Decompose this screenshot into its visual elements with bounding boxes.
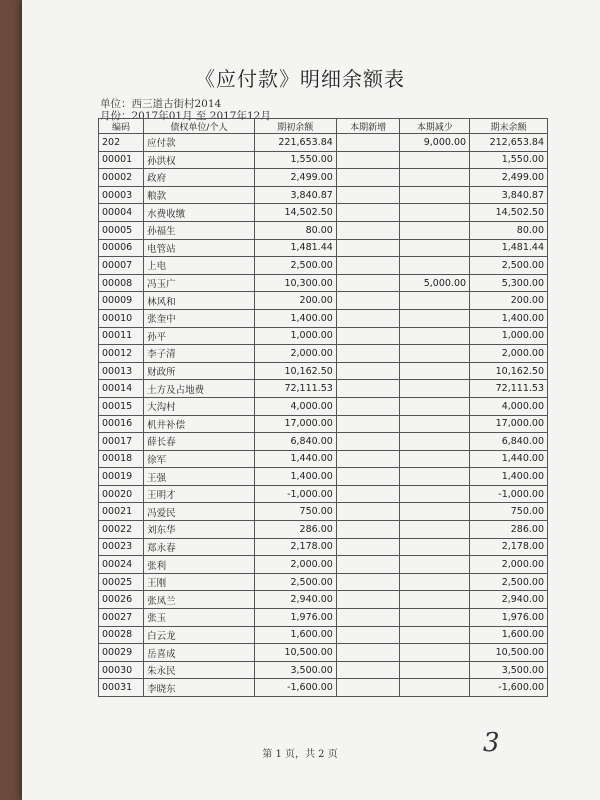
cell-closing: 2,500.00 bbox=[470, 257, 548, 275]
cell-code: 00014 bbox=[99, 380, 144, 398]
cell-code: 00025 bbox=[99, 573, 144, 591]
cell-decrease bbox=[400, 485, 470, 503]
cell-decrease: 5,000.00 bbox=[400, 274, 470, 292]
cell-code: 00008 bbox=[99, 274, 144, 292]
cell-creditor: 电管站 bbox=[144, 239, 255, 257]
cell-closing: 4,000.00 bbox=[470, 397, 548, 415]
cell-opening: 1,481.44 bbox=[254, 239, 336, 257]
cell-creditor: 政府 bbox=[144, 169, 255, 187]
cell-code: 00003 bbox=[99, 186, 144, 204]
cell-decrease bbox=[400, 679, 470, 697]
cell-code: 00006 bbox=[99, 239, 144, 257]
cell-closing: 2,000.00 bbox=[470, 345, 548, 363]
cell-creditor: 粮款 bbox=[144, 186, 255, 204]
cell-increase bbox=[336, 538, 400, 556]
cell-opening: 4,000.00 bbox=[254, 397, 336, 415]
cell-increase bbox=[336, 204, 400, 222]
cell-decrease bbox=[400, 345, 470, 363]
cell-increase bbox=[336, 327, 400, 345]
table-row bbox=[99, 257, 548, 275]
cell-code: 00029 bbox=[99, 644, 144, 662]
cell-increase bbox=[336, 345, 400, 363]
cell-creditor: 薛长春 bbox=[144, 433, 255, 451]
cell-closing: 2,499.00 bbox=[470, 169, 548, 187]
cell-opening: 2,499.00 bbox=[254, 169, 336, 187]
cell-creditor: 张奎中 bbox=[144, 309, 255, 327]
cell-decrease bbox=[400, 169, 470, 187]
cell-code: 00012 bbox=[99, 345, 144, 363]
table-row bbox=[99, 468, 548, 486]
cell-increase bbox=[336, 626, 400, 644]
cell-creditor: 上电 bbox=[144, 257, 255, 275]
table-row bbox=[99, 644, 548, 662]
cell-code: 202 bbox=[99, 134, 144, 152]
table-row bbox=[99, 221, 548, 239]
cell-creditor: 孙平 bbox=[144, 327, 255, 345]
cell-opening: -1,000.00 bbox=[254, 485, 336, 503]
cell-opening: 1,400.00 bbox=[254, 309, 336, 327]
cell-opening: 10,500.00 bbox=[254, 644, 336, 662]
cell-decrease bbox=[400, 239, 470, 257]
table-row bbox=[99, 538, 548, 556]
header-opening-balance: 期初余额 bbox=[254, 119, 336, 134]
table-header-row bbox=[99, 119, 548, 134]
cell-code: 00002 bbox=[99, 169, 144, 187]
table-row bbox=[99, 485, 548, 503]
cell-opening: 2,000.00 bbox=[254, 345, 336, 363]
cell-code: 00007 bbox=[99, 257, 144, 275]
cell-opening: 286.00 bbox=[254, 521, 336, 539]
cell-decrease bbox=[400, 538, 470, 556]
cell-closing: 2,000.00 bbox=[470, 556, 548, 574]
cell-decrease bbox=[400, 450, 470, 468]
cell-decrease bbox=[400, 151, 470, 169]
table-row bbox=[99, 362, 548, 380]
table-row bbox=[99, 591, 548, 609]
header-period-decrease: 本期减少 bbox=[400, 119, 470, 134]
cell-code: 00011 bbox=[99, 327, 144, 345]
cell-decrease bbox=[400, 309, 470, 327]
cell-closing: 2,178.00 bbox=[470, 538, 548, 556]
table-row bbox=[99, 415, 548, 433]
cell-decrease bbox=[400, 204, 470, 222]
table-row bbox=[99, 134, 548, 152]
header-period-increase: 本期新增 bbox=[336, 119, 400, 134]
cell-closing: 72,111.53 bbox=[470, 380, 548, 398]
cell-decrease bbox=[400, 362, 470, 380]
cell-increase bbox=[336, 450, 400, 468]
header-code: 编码 bbox=[99, 119, 144, 134]
cell-increase bbox=[336, 257, 400, 275]
table-row bbox=[99, 204, 548, 222]
cell-code: 00005 bbox=[99, 221, 144, 239]
cell-increase bbox=[336, 415, 400, 433]
cell-creditor: 岳喜成 bbox=[144, 644, 255, 662]
cell-creditor: 林风和 bbox=[144, 292, 255, 310]
cell-decrease bbox=[400, 292, 470, 310]
cell-closing: 1,400.00 bbox=[470, 468, 548, 486]
table-row bbox=[99, 397, 548, 415]
cell-code: 00017 bbox=[99, 433, 144, 451]
cell-opening: 200.00 bbox=[254, 292, 336, 310]
cell-opening: 221,653.84 bbox=[254, 134, 336, 152]
cell-increase bbox=[336, 380, 400, 398]
cell-decrease bbox=[400, 521, 470, 539]
table-row bbox=[99, 661, 548, 679]
cell-opening: -1,600.00 bbox=[254, 679, 336, 697]
cell-closing: 2,500.00 bbox=[470, 573, 548, 591]
table-row bbox=[99, 521, 548, 539]
cell-code: 00001 bbox=[99, 151, 144, 169]
cell-creditor: 水费收缴 bbox=[144, 204, 255, 222]
cell-creditor: 白云龙 bbox=[144, 626, 255, 644]
cell-creditor: 冯爱民 bbox=[144, 503, 255, 521]
table-row bbox=[99, 274, 548, 292]
cell-closing: -1,600.00 bbox=[470, 679, 548, 697]
table-row bbox=[99, 186, 548, 204]
cell-increase bbox=[336, 468, 400, 486]
cell-creditor: 张凤兰 bbox=[144, 591, 255, 609]
cell-code: 00020 bbox=[99, 485, 144, 503]
cell-closing: 1,550.00 bbox=[470, 151, 548, 169]
cell-creditor: 冯玉广 bbox=[144, 274, 255, 292]
cell-opening: 2,178.00 bbox=[254, 538, 336, 556]
cell-creditor: 李子清 bbox=[144, 345, 255, 363]
table-row bbox=[99, 239, 548, 257]
cell-closing: 1,600.00 bbox=[470, 626, 548, 644]
cell-opening: 14,502.50 bbox=[254, 204, 336, 222]
cell-code: 00031 bbox=[99, 679, 144, 697]
cell-increase bbox=[336, 134, 400, 152]
balance-table bbox=[98, 118, 548, 697]
cell-closing: 1,400.00 bbox=[470, 309, 548, 327]
cell-increase bbox=[336, 186, 400, 204]
cell-increase bbox=[336, 609, 400, 627]
cell-code: 00016 bbox=[99, 415, 144, 433]
cell-opening: 10,162.50 bbox=[254, 362, 336, 380]
cell-opening: 3,500.00 bbox=[254, 661, 336, 679]
cell-code: 00026 bbox=[99, 591, 144, 609]
table-row bbox=[99, 609, 548, 627]
cell-decrease bbox=[400, 327, 470, 345]
table-row bbox=[99, 679, 548, 697]
cell-opening: 2,500.00 bbox=[254, 573, 336, 591]
cell-code: 00028 bbox=[99, 626, 144, 644]
table-row bbox=[99, 556, 548, 574]
cell-creditor: 大沟村 bbox=[144, 397, 255, 415]
handwritten-page-mark: 3 bbox=[483, 728, 500, 758]
cell-code: 00022 bbox=[99, 521, 144, 539]
cell-creditor: 郑永春 bbox=[144, 538, 255, 556]
cell-creditor: 徐军 bbox=[144, 450, 255, 468]
table-body bbox=[99, 134, 548, 697]
cell-code: 00027 bbox=[99, 609, 144, 627]
cell-increase bbox=[336, 274, 400, 292]
cell-closing: 6,840.00 bbox=[470, 433, 548, 451]
cell-opening: 6,840.00 bbox=[254, 433, 336, 451]
cell-increase bbox=[336, 151, 400, 169]
cell-decrease bbox=[400, 644, 470, 662]
cell-decrease bbox=[400, 433, 470, 451]
cell-code: 00018 bbox=[99, 450, 144, 468]
cell-code: 00021 bbox=[99, 503, 144, 521]
cell-opening: 1,440.00 bbox=[254, 450, 336, 468]
unit-line: 单位：西三道古街村2014 bbox=[100, 98, 222, 110]
cell-decrease bbox=[400, 380, 470, 398]
cell-increase bbox=[336, 292, 400, 310]
table-row bbox=[99, 169, 548, 187]
cell-closing: 5,300.00 bbox=[470, 274, 548, 292]
cell-code: 00030 bbox=[99, 661, 144, 679]
cell-opening: 1,550.00 bbox=[254, 151, 336, 169]
cell-code: 00023 bbox=[99, 538, 144, 556]
cell-closing: 17,000.00 bbox=[470, 415, 548, 433]
cell-closing: 10,500.00 bbox=[470, 644, 548, 662]
header-creditor: 债权单位/个人 bbox=[144, 119, 255, 134]
cell-increase bbox=[336, 503, 400, 521]
cell-code: 00013 bbox=[99, 362, 144, 380]
cell-creditor: 应付款 bbox=[144, 134, 255, 152]
table-row bbox=[99, 151, 548, 169]
table-row bbox=[99, 433, 548, 451]
table-row bbox=[99, 573, 548, 591]
cell-code: 00004 bbox=[99, 204, 144, 222]
table-row bbox=[99, 345, 548, 363]
cell-decrease bbox=[400, 591, 470, 609]
cell-decrease bbox=[400, 573, 470, 591]
cell-increase bbox=[336, 591, 400, 609]
table-row bbox=[99, 292, 548, 310]
cell-decrease bbox=[400, 556, 470, 574]
cell-closing: 200.00 bbox=[470, 292, 548, 310]
cell-opening: 750.00 bbox=[254, 503, 336, 521]
cell-closing: 1,440.00 bbox=[470, 450, 548, 468]
cell-opening: 2,500.00 bbox=[254, 257, 336, 275]
cell-decrease: 9,000.00 bbox=[400, 134, 470, 152]
table-row bbox=[99, 503, 548, 521]
cell-creditor: 王强 bbox=[144, 468, 255, 486]
cell-increase bbox=[336, 573, 400, 591]
cell-increase bbox=[336, 362, 400, 380]
table-row bbox=[99, 380, 548, 398]
cell-closing: 1,000.00 bbox=[470, 327, 548, 345]
cell-increase bbox=[336, 309, 400, 327]
page-title: 《应付款》明细余额表 bbox=[195, 67, 405, 91]
cell-closing: 212,653.84 bbox=[470, 134, 548, 152]
cell-creditor: 王明才 bbox=[144, 485, 255, 503]
cell-closing: 2,940.00 bbox=[470, 591, 548, 609]
cell-opening: 1,400.00 bbox=[254, 468, 336, 486]
cell-closing: 3,500.00 bbox=[470, 661, 548, 679]
cell-increase bbox=[336, 397, 400, 415]
cell-increase bbox=[336, 661, 400, 679]
cell-decrease bbox=[400, 257, 470, 275]
cell-closing: 3,840.87 bbox=[470, 186, 548, 204]
cell-closing: 14,502.50 bbox=[470, 204, 548, 222]
table-row bbox=[99, 327, 548, 345]
cell-creditor: 张玉 bbox=[144, 609, 255, 627]
cell-opening: 17,000.00 bbox=[254, 415, 336, 433]
cell-closing: 286.00 bbox=[470, 521, 548, 539]
cell-increase bbox=[336, 239, 400, 257]
cell-decrease bbox=[400, 397, 470, 415]
cell-decrease bbox=[400, 503, 470, 521]
cell-code: 00024 bbox=[99, 556, 144, 574]
cell-decrease bbox=[400, 415, 470, 433]
cell-increase bbox=[336, 485, 400, 503]
page-footer: 第 1 页，共 2 页 bbox=[262, 749, 338, 760]
cell-increase bbox=[336, 644, 400, 662]
cell-closing: 1,481.44 bbox=[470, 239, 548, 257]
cell-code: 00009 bbox=[99, 292, 144, 310]
cell-creditor: 张利 bbox=[144, 556, 255, 574]
cell-decrease bbox=[400, 186, 470, 204]
cell-increase bbox=[336, 556, 400, 574]
month-line: 月份：2017年01月 至 2017年12月 bbox=[100, 110, 271, 122]
table-row bbox=[99, 626, 548, 644]
cell-creditor: 土方及占地费 bbox=[144, 380, 255, 398]
cell-decrease bbox=[400, 609, 470, 627]
cell-increase bbox=[336, 521, 400, 539]
cell-opening: 2,000.00 bbox=[254, 556, 336, 574]
cell-creditor: 财政所 bbox=[144, 362, 255, 380]
cell-closing: 10,162.50 bbox=[470, 362, 548, 380]
cell-creditor: 朱永民 bbox=[144, 661, 255, 679]
cell-closing: 750.00 bbox=[470, 503, 548, 521]
cell-decrease bbox=[400, 468, 470, 486]
cell-creditor: 孙洪权 bbox=[144, 151, 255, 169]
cell-creditor: 李晓东 bbox=[144, 679, 255, 697]
cell-creditor: 刘东华 bbox=[144, 521, 255, 539]
cell-increase bbox=[336, 169, 400, 187]
cell-increase bbox=[336, 221, 400, 239]
cell-opening: 1,600.00 bbox=[254, 626, 336, 644]
table-row bbox=[99, 309, 548, 327]
table-row bbox=[99, 450, 548, 468]
cell-code: 00010 bbox=[99, 309, 144, 327]
cell-closing: 80.00 bbox=[470, 221, 548, 239]
cell-opening: 1,976.00 bbox=[254, 609, 336, 627]
cell-opening: 80.00 bbox=[254, 221, 336, 239]
cell-opening: 10,300.00 bbox=[254, 274, 336, 292]
cell-code: 00019 bbox=[99, 468, 144, 486]
cell-increase bbox=[336, 433, 400, 451]
cell-code: 00015 bbox=[99, 397, 144, 415]
cell-opening: 1,000.00 bbox=[254, 327, 336, 345]
cell-creditor: 机井补偿 bbox=[144, 415, 255, 433]
cell-decrease bbox=[400, 221, 470, 239]
cell-closing: -1,000.00 bbox=[470, 485, 548, 503]
cell-opening: 3,840.87 bbox=[254, 186, 336, 204]
cell-opening: 2,940.00 bbox=[254, 591, 336, 609]
cell-decrease bbox=[400, 626, 470, 644]
cell-decrease bbox=[400, 661, 470, 679]
cell-creditor: 王刚 bbox=[144, 573, 255, 591]
cell-closing: 1,976.00 bbox=[470, 609, 548, 627]
cell-creditor: 孙福生 bbox=[144, 221, 255, 239]
cell-opening: 72,111.53 bbox=[254, 380, 336, 398]
cell-increase bbox=[336, 679, 400, 697]
header-closing-balance: 期末余额 bbox=[470, 119, 548, 134]
